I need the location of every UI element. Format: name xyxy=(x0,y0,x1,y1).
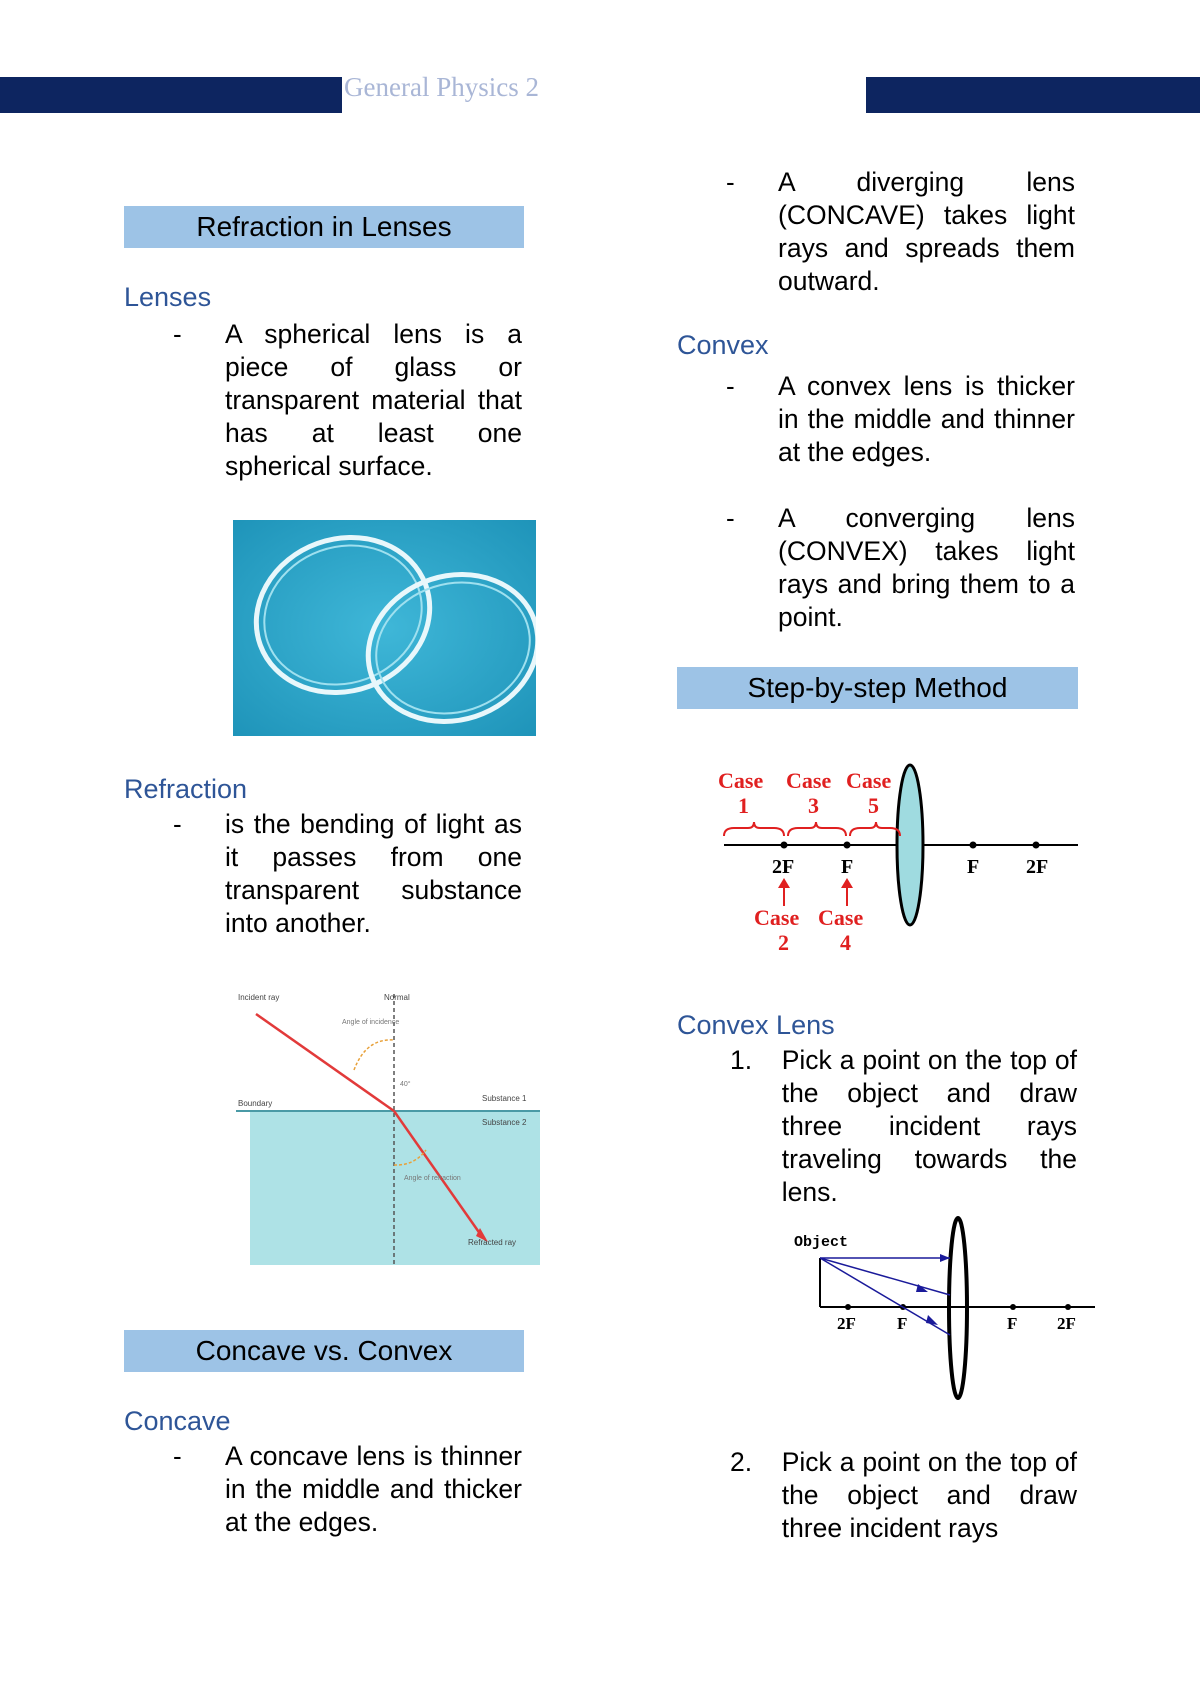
case-1-label: Case xyxy=(718,768,764,793)
cases-diagram xyxy=(710,760,1085,960)
case-5-number: 5 xyxy=(868,793,879,818)
F-right-label: F xyxy=(967,856,980,878)
case-1-number: 1 xyxy=(738,793,749,818)
lens-photo xyxy=(233,520,536,736)
step-2-number: 2. xyxy=(730,1447,753,1477)
concave-heading: Concave xyxy=(124,1406,231,1436)
refraction-heading: Refraction xyxy=(124,774,248,804)
angle-incidence-label: Angle of incidence xyxy=(342,1019,400,1026)
header-bar-left xyxy=(0,77,342,113)
convex-heading: Convex xyxy=(677,330,769,360)
twoF-left-label: 2F xyxy=(772,856,795,878)
bullet-dash: - xyxy=(726,167,735,197)
header-title: General Physics 2 xyxy=(344,72,539,102)
section-concave-vs-convex: Concave vs. Convex xyxy=(124,1330,524,1372)
substance1-label: Substance 1 xyxy=(482,1094,527,1103)
lenses-heading: Lenses xyxy=(124,282,212,312)
F-left-label: F xyxy=(841,856,854,878)
boundary-label: Boundary xyxy=(238,1099,273,1108)
refraction-bullet xyxy=(124,808,524,940)
section-refraction-in-lenses: Refraction in Lenses xyxy=(124,206,524,248)
bullet-dash: - xyxy=(173,1441,182,1471)
lenses-bullet xyxy=(124,318,524,483)
section-step-by-step: Step-by-step Method xyxy=(677,667,1078,709)
case-5-label: Case xyxy=(846,768,892,793)
step-1 xyxy=(677,1044,1077,1209)
convex-bullet-2-text: A converging lens (CONVEX) takes light rays and bring them to a point. xyxy=(778,503,1075,632)
twoF-left-label-2: 2F xyxy=(837,1314,856,1333)
case-3-label: Case xyxy=(786,768,832,793)
step-1-text: Pick a point on the top of the object and draw three incident rays traveling towards the lens. xyxy=(781,1045,1077,1207)
diverging-bullet-text: A diverging lens (CONCAVE) takes light rays and spreads them outward. xyxy=(778,167,1075,296)
convex-lens-heading: Convex Lens xyxy=(677,1010,835,1040)
refracted-ray-label: Refracted ray xyxy=(468,1238,517,1247)
bullet-dash: - xyxy=(173,319,182,349)
normal-label: Normal xyxy=(384,993,410,1002)
F-right-label-2: F xyxy=(1007,1314,1018,1333)
angle-value-label: 40° xyxy=(400,1081,411,1088)
bullet-dash: - xyxy=(726,503,735,533)
twoF-right-label-2: 2F xyxy=(1057,1314,1076,1333)
case-4-label: Case xyxy=(818,905,864,930)
header-bar-right xyxy=(866,77,1200,113)
case-4-number: 4 xyxy=(840,930,851,955)
incident-ray-label: Incident ray xyxy=(238,993,280,1002)
diverging-bullet xyxy=(677,166,1077,298)
F-left-label-2: F xyxy=(897,1314,908,1333)
angle-refraction-label: Angle of refraction xyxy=(404,1175,461,1182)
bullet-dash: - xyxy=(173,809,182,839)
step-1-number: 1. xyxy=(730,1045,753,1075)
refraction-diagram xyxy=(236,990,540,1265)
convex-bullet-1-text: A convex lens is thicker in the middle and thinner at the edges. xyxy=(778,371,1075,467)
concave-bullet xyxy=(124,1440,524,1539)
convex-bullet-1 xyxy=(677,370,1077,469)
object-label: Object xyxy=(794,1234,849,1251)
object-ray-diagram xyxy=(790,1215,1095,1401)
step-2-text: Pick a point on the top of the object and draw three incident rays xyxy=(781,1447,1077,1543)
case-3-number: 3 xyxy=(808,793,819,818)
lenses-bullet-text: A spherical lens is a piece of glass or transparent material that has at least one spherical surface. xyxy=(225,319,522,481)
twoF-right-label: 2F xyxy=(1026,856,1049,878)
case-2-label: Case xyxy=(754,905,800,930)
convex-bullet-2 xyxy=(677,502,1077,634)
substance2-label: Substance 2 xyxy=(482,1118,527,1127)
refraction-bullet-text: is the bending of light as it passes from one transparent substance into another. xyxy=(225,809,522,938)
concave-bullet-text: A concave lens is thinner in the middle and thicker at the edges. xyxy=(225,1441,522,1537)
bullet-dash: - xyxy=(726,371,735,401)
step-2 xyxy=(677,1446,1077,1545)
case-2-number: 2 xyxy=(778,930,789,955)
